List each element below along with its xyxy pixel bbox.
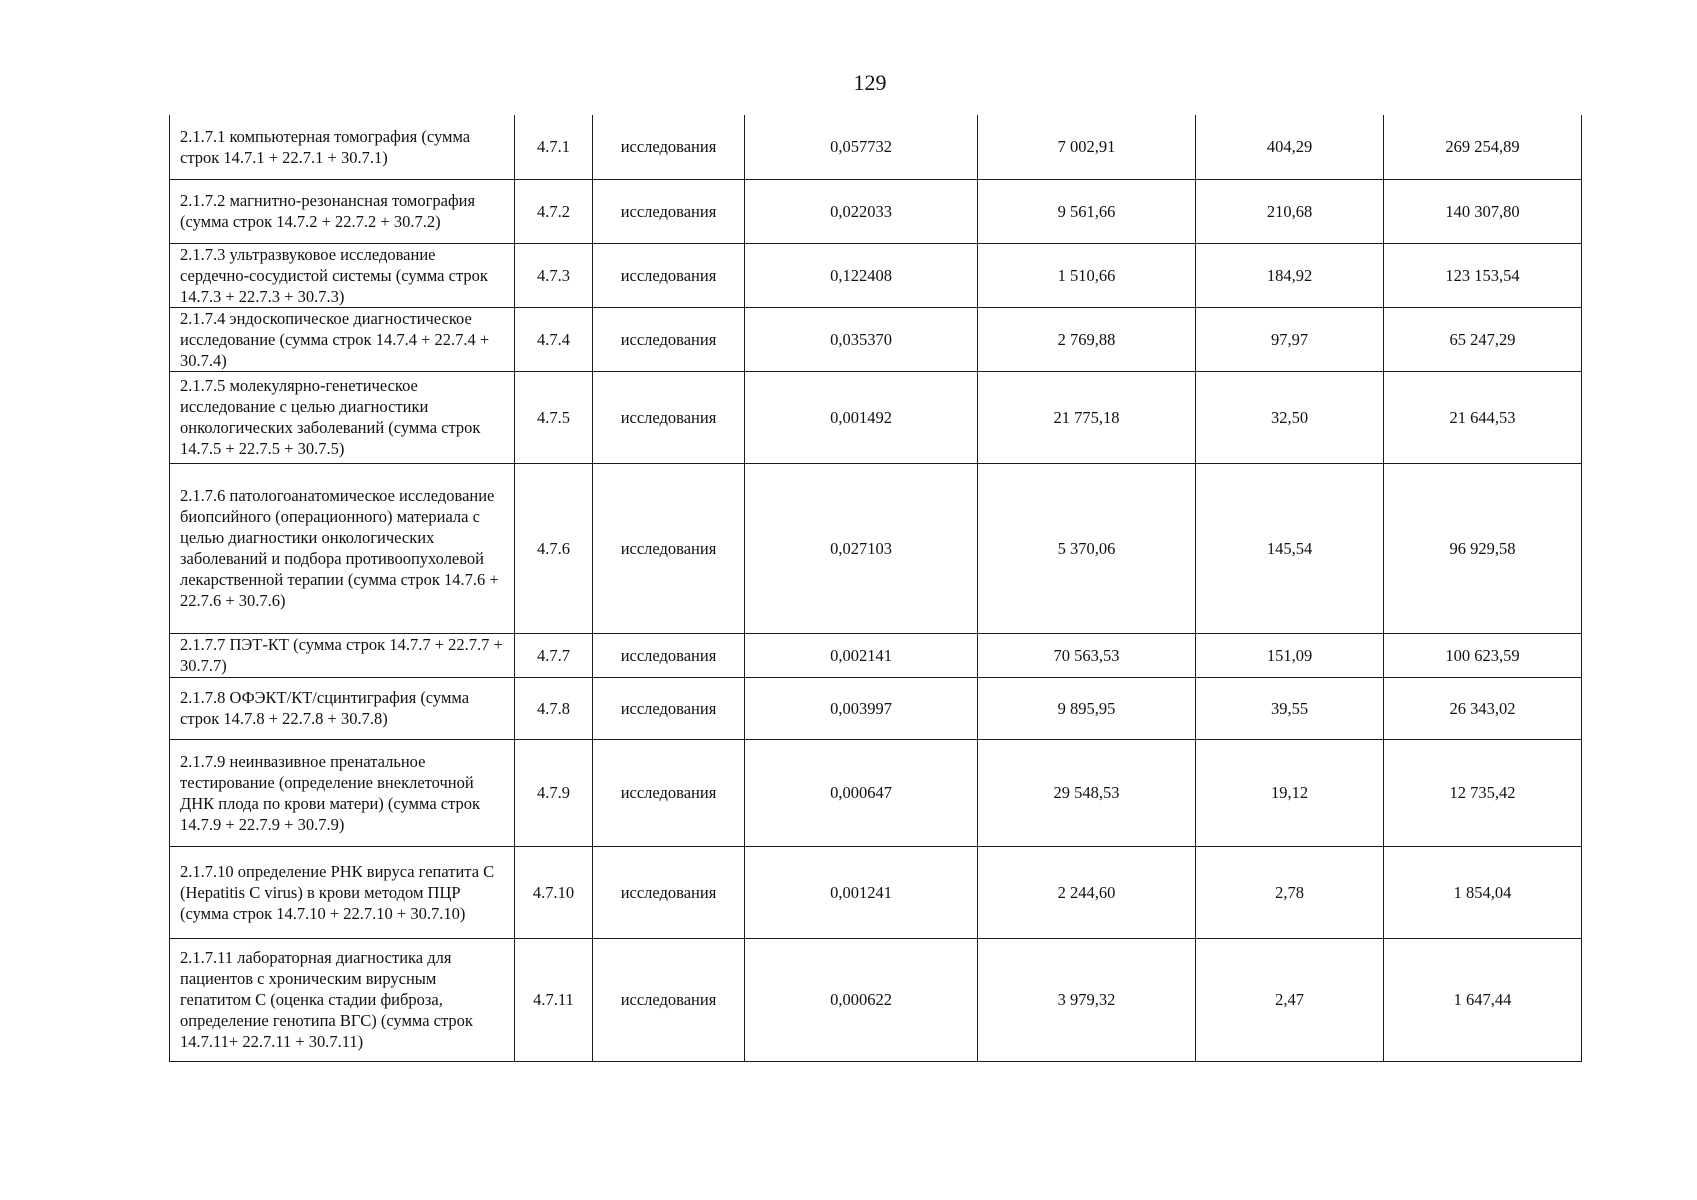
row-norm: 0,057732 — [745, 115, 978, 179]
table-row — [170, 633, 1582, 677]
row-cost: 21 775,18 — [978, 371, 1196, 463]
row-norm: 0,001492 — [745, 371, 978, 463]
row-name: 2.1.7.3 ультразвуковое исследование сердечно-сосудистой системы (сумма строк 14.7.3 + 22.7.3 + 30.7.3) — [170, 243, 515, 307]
row-unit: исследования — [593, 677, 745, 739]
row-name: 2.1.7.4 эндоскопическое диагностическое исследование (сумма строк 14.7.4 + 22.7.4 + 30.7.4) — [170, 307, 515, 371]
row-per-capita: 184,92 — [1196, 243, 1384, 307]
row-per-capita: 2,47 — [1196, 938, 1384, 1061]
row-name: 2.1.7.1 компьютерная томография (сумма строк 14.7.1 + 22.7.1 + 30.7.1) — [170, 115, 515, 179]
row-total: 26 343,02 — [1384, 677, 1582, 739]
table-row — [170, 115, 1582, 179]
row-name: 2.1.7.11 лабораторная диагностика для пациентов с хроническим вирусным гепатитом C (оценка стадии фиброза, определение генотипа ВГС) (сумма строк 14.7.11+ 22.7.11 + 30.7.11) — [170, 938, 515, 1061]
row-cost: 7 002,91 — [978, 115, 1196, 179]
table-row — [170, 739, 1582, 846]
row-per-capita: 151,09 — [1196, 633, 1384, 677]
table-row — [170, 846, 1582, 938]
table-row — [170, 243, 1582, 307]
row-code: 4.7.1 — [515, 115, 593, 179]
row-cost: 2 244,60 — [978, 846, 1196, 938]
row-norm: 0,003997 — [745, 677, 978, 739]
row-code: 4.7.11 — [515, 938, 593, 1061]
row-unit: исследования — [593, 307, 745, 371]
row-per-capita: 145,54 — [1196, 463, 1384, 633]
row-unit: исследования — [593, 115, 745, 179]
row-norm: 0,027103 — [745, 463, 978, 633]
row-cost: 1 510,66 — [978, 243, 1196, 307]
row-name: 2.1.7.9 неинвазивное пренатальное тестирование (определение внеклеточной ДНК плода по крови матери) (сумма строк 14.7.9 + 22.7.9 + 30.7.9) — [170, 739, 515, 846]
row-norm: 0,002141 — [745, 633, 978, 677]
row-cost: 9 561,66 — [978, 179, 1196, 243]
data-table — [169, 115, 1582, 1062]
row-total: 1 854,04 — [1384, 846, 1582, 938]
row-norm: 0,000647 — [745, 739, 978, 846]
row-total: 65 247,29 — [1384, 307, 1582, 371]
row-total: 21 644,53 — [1384, 371, 1582, 463]
row-code: 4.7.10 — [515, 846, 593, 938]
row-code: 4.7.9 — [515, 739, 593, 846]
row-total: 96 929,58 — [1384, 463, 1582, 633]
row-cost: 29 548,53 — [978, 739, 1196, 846]
row-unit: исследования — [593, 846, 745, 938]
row-unit: исследования — [593, 243, 745, 307]
row-unit: исследования — [593, 938, 745, 1061]
row-cost: 3 979,32 — [978, 938, 1196, 1061]
row-code: 4.7.8 — [515, 677, 593, 739]
row-per-capita: 404,29 — [1196, 115, 1384, 179]
row-per-capita: 210,68 — [1196, 179, 1384, 243]
table-row — [170, 677, 1582, 739]
row-per-capita: 32,50 — [1196, 371, 1384, 463]
row-unit: исследования — [593, 633, 745, 677]
row-cost: 5 370,06 — [978, 463, 1196, 633]
row-norm: 0,001241 — [745, 846, 978, 938]
row-norm: 0,000622 — [745, 938, 978, 1061]
row-total: 12 735,42 — [1384, 739, 1582, 846]
page-number: 129 — [853, 70, 887, 95]
row-norm: 0,022033 — [745, 179, 978, 243]
row-per-capita: 97,97 — [1196, 307, 1384, 371]
row-per-capita: 19,12 — [1196, 739, 1384, 846]
row-cost: 9 895,95 — [978, 677, 1196, 739]
row-name: 2.1.7.5 молекулярно-генетическое исследование с целью диагностики онкологических заболеваний (сумма строк 14.7.5 + 22.7.5 + 30.7.5) — [170, 371, 515, 463]
row-name: 2.1.7.10 определение РНК вируса гепатита C (Hepatitis C virus) в крови методом ПЦР (сумма строк 14.7.10 + 22.7.10 + 30.7.10) — [170, 846, 515, 938]
row-total: 1 647,44 — [1384, 938, 1582, 1061]
row-unit: исследования — [593, 179, 745, 243]
row-code: 4.7.6 — [515, 463, 593, 633]
row-name: 2.1.7.8 ОФЭКТ/КТ/сцинтиграфия (сумма строк 14.7.8 + 22.7.8 + 30.7.8) — [170, 677, 515, 739]
row-code: 4.7.5 — [515, 371, 593, 463]
row-code: 4.7.2 — [515, 179, 593, 243]
row-unit: исследования — [593, 371, 745, 463]
row-code: 4.7.4 — [515, 307, 593, 371]
row-name: 2.1.7.7 ПЭТ-КТ (сумма строк 14.7.7 + 22.7.7 + 30.7.7) — [170, 633, 515, 677]
row-total: 100 623,59 — [1384, 633, 1582, 677]
table-row — [170, 371, 1582, 463]
row-code: 4.7.3 — [515, 243, 593, 307]
row-name: 2.1.7.2 магнитно-резонансная томография (сумма строк 14.7.2 + 22.7.2 + 30.7.2) — [170, 179, 515, 243]
table-row — [170, 179, 1582, 243]
row-norm: 0,035370 — [745, 307, 978, 371]
row-code: 4.7.7 — [515, 633, 593, 677]
row-unit: исследования — [593, 463, 745, 633]
row-total: 140 307,80 — [1384, 179, 1582, 243]
row-name: 2.1.7.6 патологоанатомическое исследование биопсийного (операционного) материала с целью диагностики онкологических заболеваний и подбора противоопухолевой лекарственной терапии (сумма строк 14.7.6 + 22.7.6 + 30.7.6) — [170, 463, 515, 633]
row-cost: 2 769,88 — [978, 307, 1196, 371]
row-total: 269 254,89 — [1384, 115, 1582, 179]
row-per-capita: 39,55 — [1196, 677, 1384, 739]
row-norm: 0,122408 — [745, 243, 978, 307]
row-cost: 70 563,53 — [978, 633, 1196, 677]
table-row — [170, 938, 1582, 1061]
table-row — [170, 307, 1582, 371]
row-total: 123 153,54 — [1384, 243, 1582, 307]
row-per-capita: 2,78 — [1196, 846, 1384, 938]
table-row — [170, 463, 1582, 633]
row-unit: исследования — [593, 739, 745, 846]
